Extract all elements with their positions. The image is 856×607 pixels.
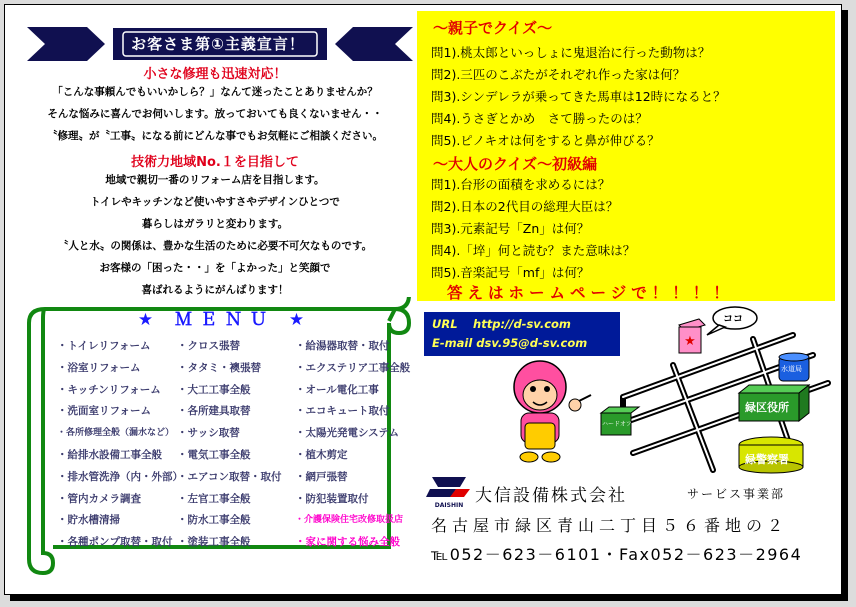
menu-title: ★ ＭＥＮＵ ★ (137, 310, 313, 330)
adult-question: 問2).日本の2代目の総理大臣は？ (431, 199, 619, 214)
contact-box (424, 312, 620, 356)
email-address[interactable]: E-mail dsv.95@d-sv.com (432, 336, 588, 350)
greeting-line: 〝人と水〟の関係は、豊かな生活のために必要不可欠なものです。 (57, 240, 373, 252)
company-department: サービス事業部 (687, 487, 786, 501)
logo-text: DAISHIN (434, 502, 464, 509)
kids-question: 問5).ピノキオは何をすると鼻が伸びる？ (431, 133, 660, 148)
adult-question: 問5).音楽記号「mf」は何？ (431, 265, 590, 280)
greeting-line: 地域で親切一番のリフォーム店を目指します。 (105, 174, 325, 186)
flyer-page (4, 4, 842, 595)
menu-item: ・塗装工事全般 (177, 536, 251, 549)
menu-item: ・キッチンリフォーム (57, 383, 161, 396)
menu-item: ・網戸張替 (295, 470, 348, 483)
store-building-icon (679, 319, 705, 353)
menu-item: ・左官工事全般 (177, 492, 251, 505)
menu-item: ・エアコン取替・取付 (177, 470, 282, 483)
menu-item: ・貯水槽清掃 (57, 514, 120, 527)
company-name: 大信設備株式会社 (475, 486, 627, 506)
menu-item: ・浴室リフォーム (57, 361, 141, 374)
menu-item: ・エコキュート取付 (295, 405, 390, 418)
greeting-line: お客様の「困った・・」を「よかった」と笑顔で (99, 262, 331, 274)
greeting-line: そんな悩みに喜んでお伺いします。放っておいても良くないません・・ (47, 108, 383, 120)
greeting-title: お客さま第①主義宣言！ (131, 35, 305, 53)
map-label-water: 水道局 (781, 365, 802, 373)
greeting-line: 暮らしはガラリと変わります。 (141, 218, 289, 230)
kids-question: 問1).桃太郎といっしょに鬼退治に行った動物は？ (431, 45, 711, 60)
map-label-police: 緑警察署 (745, 453, 789, 466)
menu-item: ・トイレリフォーム (57, 340, 151, 352)
greeting-banner (27, 25, 413, 63)
menu-item: ・排水管洗浄（内・外部） (57, 470, 183, 483)
menu-item: ・管内カメラ調査 (57, 492, 141, 505)
quiz-answer-note: 答えはホームページで！！！！ (447, 284, 734, 302)
menu-item: ・クロス張替 (177, 340, 240, 352)
menu-item: ・エクステリア工事全般 (295, 361, 411, 374)
menu-item: ・各種ポンプ取替・取付 (57, 536, 173, 549)
heading-quick-repair: 小さな修理も迅速対応！ (143, 67, 287, 82)
company-address: 名古屋市緑区青山二丁目５６番地の２ (431, 516, 789, 535)
greeting-line: 「こんな事頼んでもいいかしら？」なんて迷ったことありませんか？ (52, 86, 378, 98)
menu-item: ・電気工事全般 (177, 449, 251, 461)
menu-item: ・タタミ・襖張替 (177, 361, 261, 374)
menu-item: ・植木剪定 (295, 449, 348, 461)
website-url[interactable]: URL http://d-sv.com (432, 317, 571, 331)
adult-question: 問1).台形の面積を求めるには？ (431, 177, 611, 192)
kids-question: 問3).シンデレラが乗ってきた馬車は12時になると？ (431, 89, 726, 104)
kids-question: 問4).うさぎとかめ さて勝ったのは？ (431, 111, 648, 126)
menu-item: ・防犯装置取付 (295, 492, 369, 505)
adult-question: 問4).「埣」何と読む？また意味は？ (431, 243, 636, 258)
menu-item: ・介護保険住宅改修取扱店 (295, 515, 404, 526)
kids-quiz-title: ～親子でクイズ～ (433, 19, 553, 37)
map-label-ward-office: 緑区役所 (745, 401, 789, 414)
menu-item: ・家に関する悩み全般 (295, 536, 400, 549)
menu-item: ・サッシ取替 (177, 427, 240, 440)
greeting-line: 喜ばれるようにがんばります！ (141, 284, 289, 296)
heading-tech-no1: 技術力地域No.１を目指して (131, 155, 299, 170)
monkey-mascot-icon (514, 361, 591, 462)
menu-item: ・給排水設備工事全般 (57, 449, 162, 461)
greeting-line: 〝修理〟が〝工事〟になる前にどんな事でもお気軽にご相談ください。 (47, 130, 383, 142)
quiz-box (417, 11, 835, 301)
adult-quiz-title: ～大人のクイズ～初級編 (433, 155, 598, 173)
map-label-here: ココ (723, 314, 743, 325)
adult-question: 問3).元素記号「Zn」は何？ (431, 221, 590, 236)
menu-item: ・大工工事全般 (177, 383, 251, 396)
menu-item: ・給湯器取替・取付 (295, 340, 390, 352)
menu-item: ・洗面室リフォーム (57, 405, 151, 418)
svg-text:★: ★ (684, 334, 696, 349)
menu-item: ・太陽光発電システム (295, 427, 399, 440)
menu-item: ・オール電化工事 (295, 383, 379, 396)
menu-item: ・各所建具取替 (177, 405, 251, 418)
company-phone-fax: ℡052－623－6101・Fax052－623－2964 (431, 545, 803, 564)
greeting-line: トイレやキッチンなど使いやすさやデザインひとつで (90, 196, 340, 208)
map-label-hardware: ハードオフ (602, 421, 632, 428)
company-logo (426, 473, 472, 509)
menu-item: ・各所修理全般（漏水など） (57, 428, 175, 439)
kids-question: 問2).三匹のこぶたがそれぞれ作った家は何？ (431, 67, 686, 82)
menu-item: ・防水工事全般 (177, 514, 251, 527)
